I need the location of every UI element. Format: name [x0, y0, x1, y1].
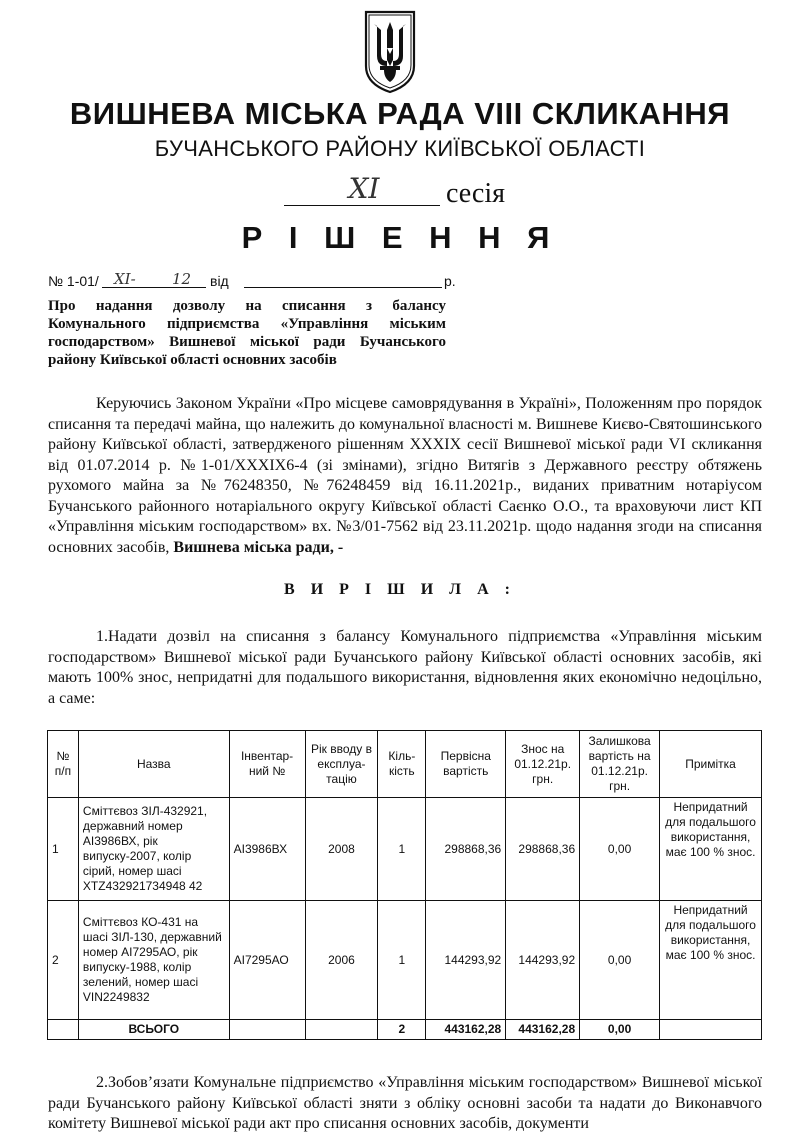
- inventory-number: АІ7295АО: [229, 901, 305, 1020]
- column-header: № п/п: [48, 731, 79, 798]
- decision-number-prefix: № 1-01/: [48, 273, 99, 289]
- council-name: ВИШНЕВА МІСЬКА РАДА VIII СКЛИКАННЯ: [69, 96, 731, 131]
- total-quantity: 2: [378, 1020, 426, 1040]
- row-note: Непридатний для подальшого використання, має 100 % знос.: [660, 798, 762, 901]
- item-1-paragraph: [48, 627, 762, 709]
- table-total-row: [48, 1020, 762, 1040]
- preamble-paragraph: [48, 394, 762, 558]
- district-name: БУЧАНСЬКОГО РАЙОНУ КИЇВСЬКОЇ ОБЛАСТІ: [154, 136, 646, 161]
- decision-number-line: [48, 270, 468, 292]
- column-header: Рік вводу в експлуа-тацію: [305, 731, 378, 798]
- quantity: 1: [378, 901, 426, 1020]
- column-header: Кіль-кість: [378, 731, 426, 798]
- quantity: 1: [378, 798, 426, 901]
- column-header: Назва: [78, 731, 229, 798]
- total-initial-value: 443162,28: [426, 1020, 506, 1040]
- item-2-text: 2.Зобов’язати Комунальне підприємство «Управління міським господарством» Вишневої міської ради Бучанського району Київської області зняти з обліку основні засоби та надати до Виконавчого комітету Вишневої міської ради акт про списання основних засобів, документи: [48, 1074, 762, 1132]
- total-wear-value: 443162,28: [506, 1020, 580, 1040]
- assets-table: [47, 730, 762, 1040]
- session-number: XI: [348, 172, 380, 205]
- column-header: Інвентар-ний №: [229, 731, 305, 798]
- item-1-text: 1.Надати дозвіл на списання з балансу Комунального підприємства «Управління міським господарством» Вишневої міської ради Бучанського району Київської області основних засобів, які мають 100% знос, непридатні для подальшого використання, відновлення яких економічно недоцільно, а саме:: [48, 628, 762, 707]
- wear-value: 298868,36: [506, 798, 580, 901]
- decision-subject: Про надання дозволу на списання з балансу Комунального підприємства «Управління міським господарством» Вишневої міської ради Бучанського району Київської області основних засобів: [48, 298, 446, 368]
- row-number: 1: [48, 798, 79, 901]
- date-underline: [244, 287, 442, 288]
- preamble-text: Керуючись Законом України «Про місцеве самоврядування в Україні», Положенням про порядок списання та передачі майна, що належить до комунальної власності м. Вишневе Києво-Святошинського району Київської області, затвердженого рішенням XXXIX сесії Вишневої міської ради VI скликання від 01.07.2014 р. №1-01/XXXIX6-4 (зі змінами), згідно Витягів з Державного реєстру обтяжень рухомого майна за №76248350, №76248459 від 16.11.2021р., виданих приватним нотаріусом Бучанського районного нотаріального округу Київської області Саєнко О.О., та враховуючи лист КП «Управління міським господарством» вх. №3/01-7562 від 23.11.2021р. щодо надання згоди на списання основних засобів,: [48, 395, 762, 556]
- residual-value: 0,00: [580, 798, 660, 901]
- column-header: Первісна вартість: [426, 731, 506, 798]
- total-empty-cell: [229, 1020, 305, 1040]
- column-header: Залишкова вартість на 01.12.21р. грн.: [580, 731, 660, 798]
- total-empty-cell: [48, 1020, 79, 1040]
- initial-value: 298868,36: [426, 798, 506, 901]
- commission-year: 2008: [305, 798, 378, 901]
- table-row: [48, 901, 762, 1020]
- decision-number-item: 12: [172, 270, 192, 288]
- column-header: Знос на 01.12.21р. грн.: [506, 731, 580, 798]
- coat-of-arms-icon: [360, 8, 420, 94]
- inventory-number: АІ3986ВХ: [229, 798, 305, 901]
- commission-year: 2006: [305, 901, 378, 1020]
- total-empty-cell: [305, 1020, 378, 1040]
- total-label: ВСЬОГО: [78, 1020, 229, 1040]
- initial-value: 144293,92: [426, 901, 506, 1020]
- resolved-heading: В И Р І Ш И Л А :: [284, 581, 516, 598]
- row-note: Непридатний для подальшого використання, має 100 % знос.: [660, 901, 762, 1020]
- table-header-row: [48, 731, 762, 798]
- date-prefix: від: [210, 273, 229, 289]
- session-line: [284, 172, 544, 212]
- document-title: Р І Ш Е Н Н Я: [241, 220, 559, 255]
- total-empty-cell: [660, 1020, 762, 1040]
- session-underline: [284, 205, 440, 206]
- item-2-paragraph: [48, 1073, 762, 1135]
- residual-value: 0,00: [580, 901, 660, 1020]
- asset-name: Сміттєвоз ЗІЛ-432921, державний номер АІ3986ВХ, рік випуску-2007, колір сірий, номер шасі XTZ432921734948 42: [78, 798, 229, 901]
- column-header: Примітка: [660, 731, 762, 798]
- session-label: сесія: [446, 178, 505, 209]
- total-residual-value: 0,00: [580, 1020, 660, 1040]
- row-number: 2: [48, 901, 79, 1020]
- asset-name: Сміттєвоз КО-431 на шасі ЗІЛ-130, державний номер АІ7295АО, рік випуску-1988, колір зелений, номер шасі VIN2249832: [78, 901, 229, 1020]
- decision-number-session: XI-: [114, 270, 136, 288]
- year-suffix: р.: [444, 273, 456, 289]
- preamble-bold: Вишнева міська ради, -: [173, 538, 344, 556]
- table-row: [48, 798, 762, 901]
- wear-value: 144293,92: [506, 901, 580, 1020]
